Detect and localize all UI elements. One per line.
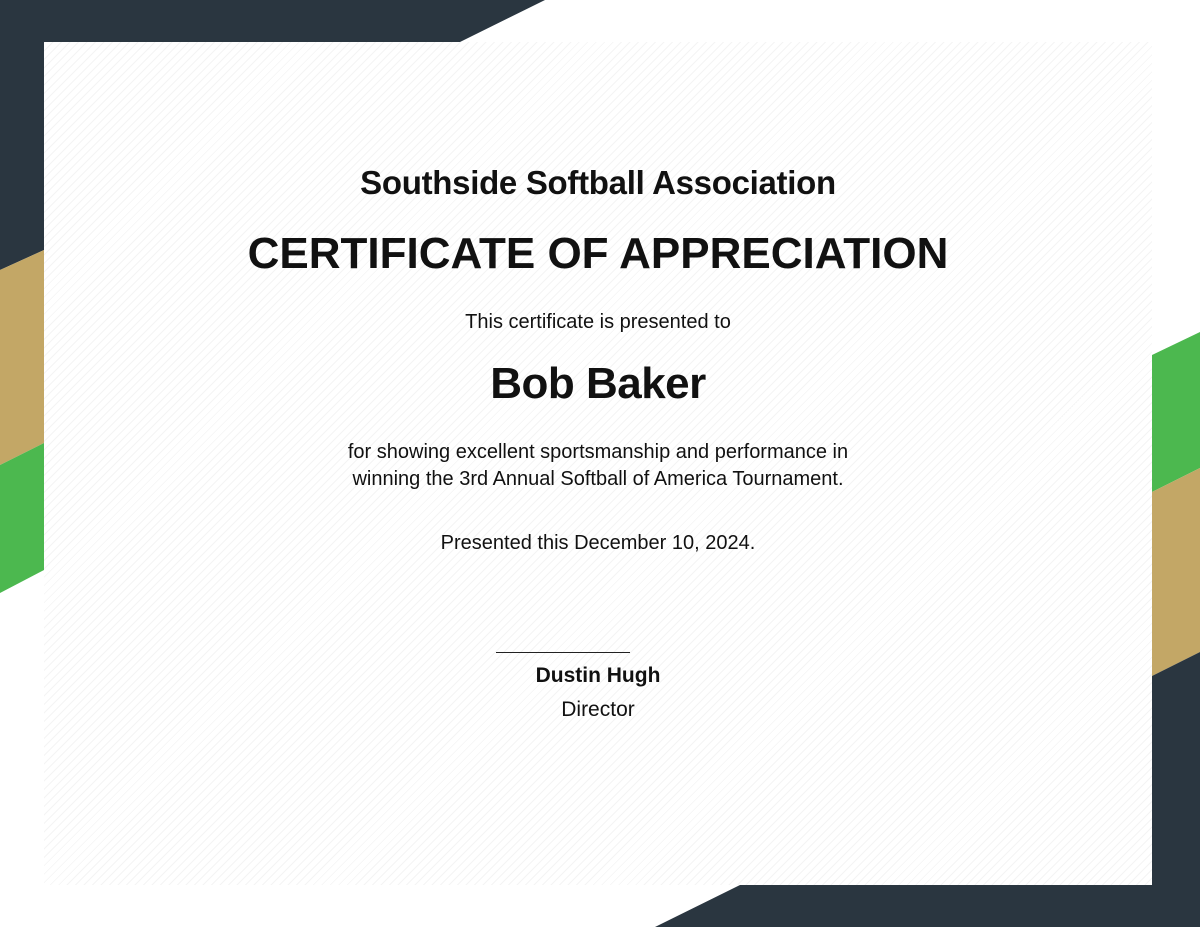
award-reason [44, 439, 1152, 493]
border-green-left [0, 443, 44, 593]
recipient-name: Bob Baker [490, 359, 706, 408]
border-gold-left [0, 250, 44, 465]
presentation-date: Presented this December 10, 2024. [440, 532, 756, 554]
award-reason-line-1: for showing excellent sportsmanship and performance in [347, 441, 849, 463]
signer-role: Director [561, 698, 635, 721]
award-reason-line-2: winning the 3rd Annual Softball of America Tournament. [352, 468, 844, 490]
presented-to-text: This certificate is presented to [465, 311, 731, 333]
certificate-title: CERTIFICATE OF APPRECIATION [247, 229, 949, 278]
organization-name: Southside Softball Association [360, 164, 836, 201]
signature-line [496, 652, 630, 653]
border-green-right [1152, 332, 1200, 492]
signer-name: Dustin Hugh [535, 664, 661, 687]
border-gold-right [1152, 468, 1200, 676]
